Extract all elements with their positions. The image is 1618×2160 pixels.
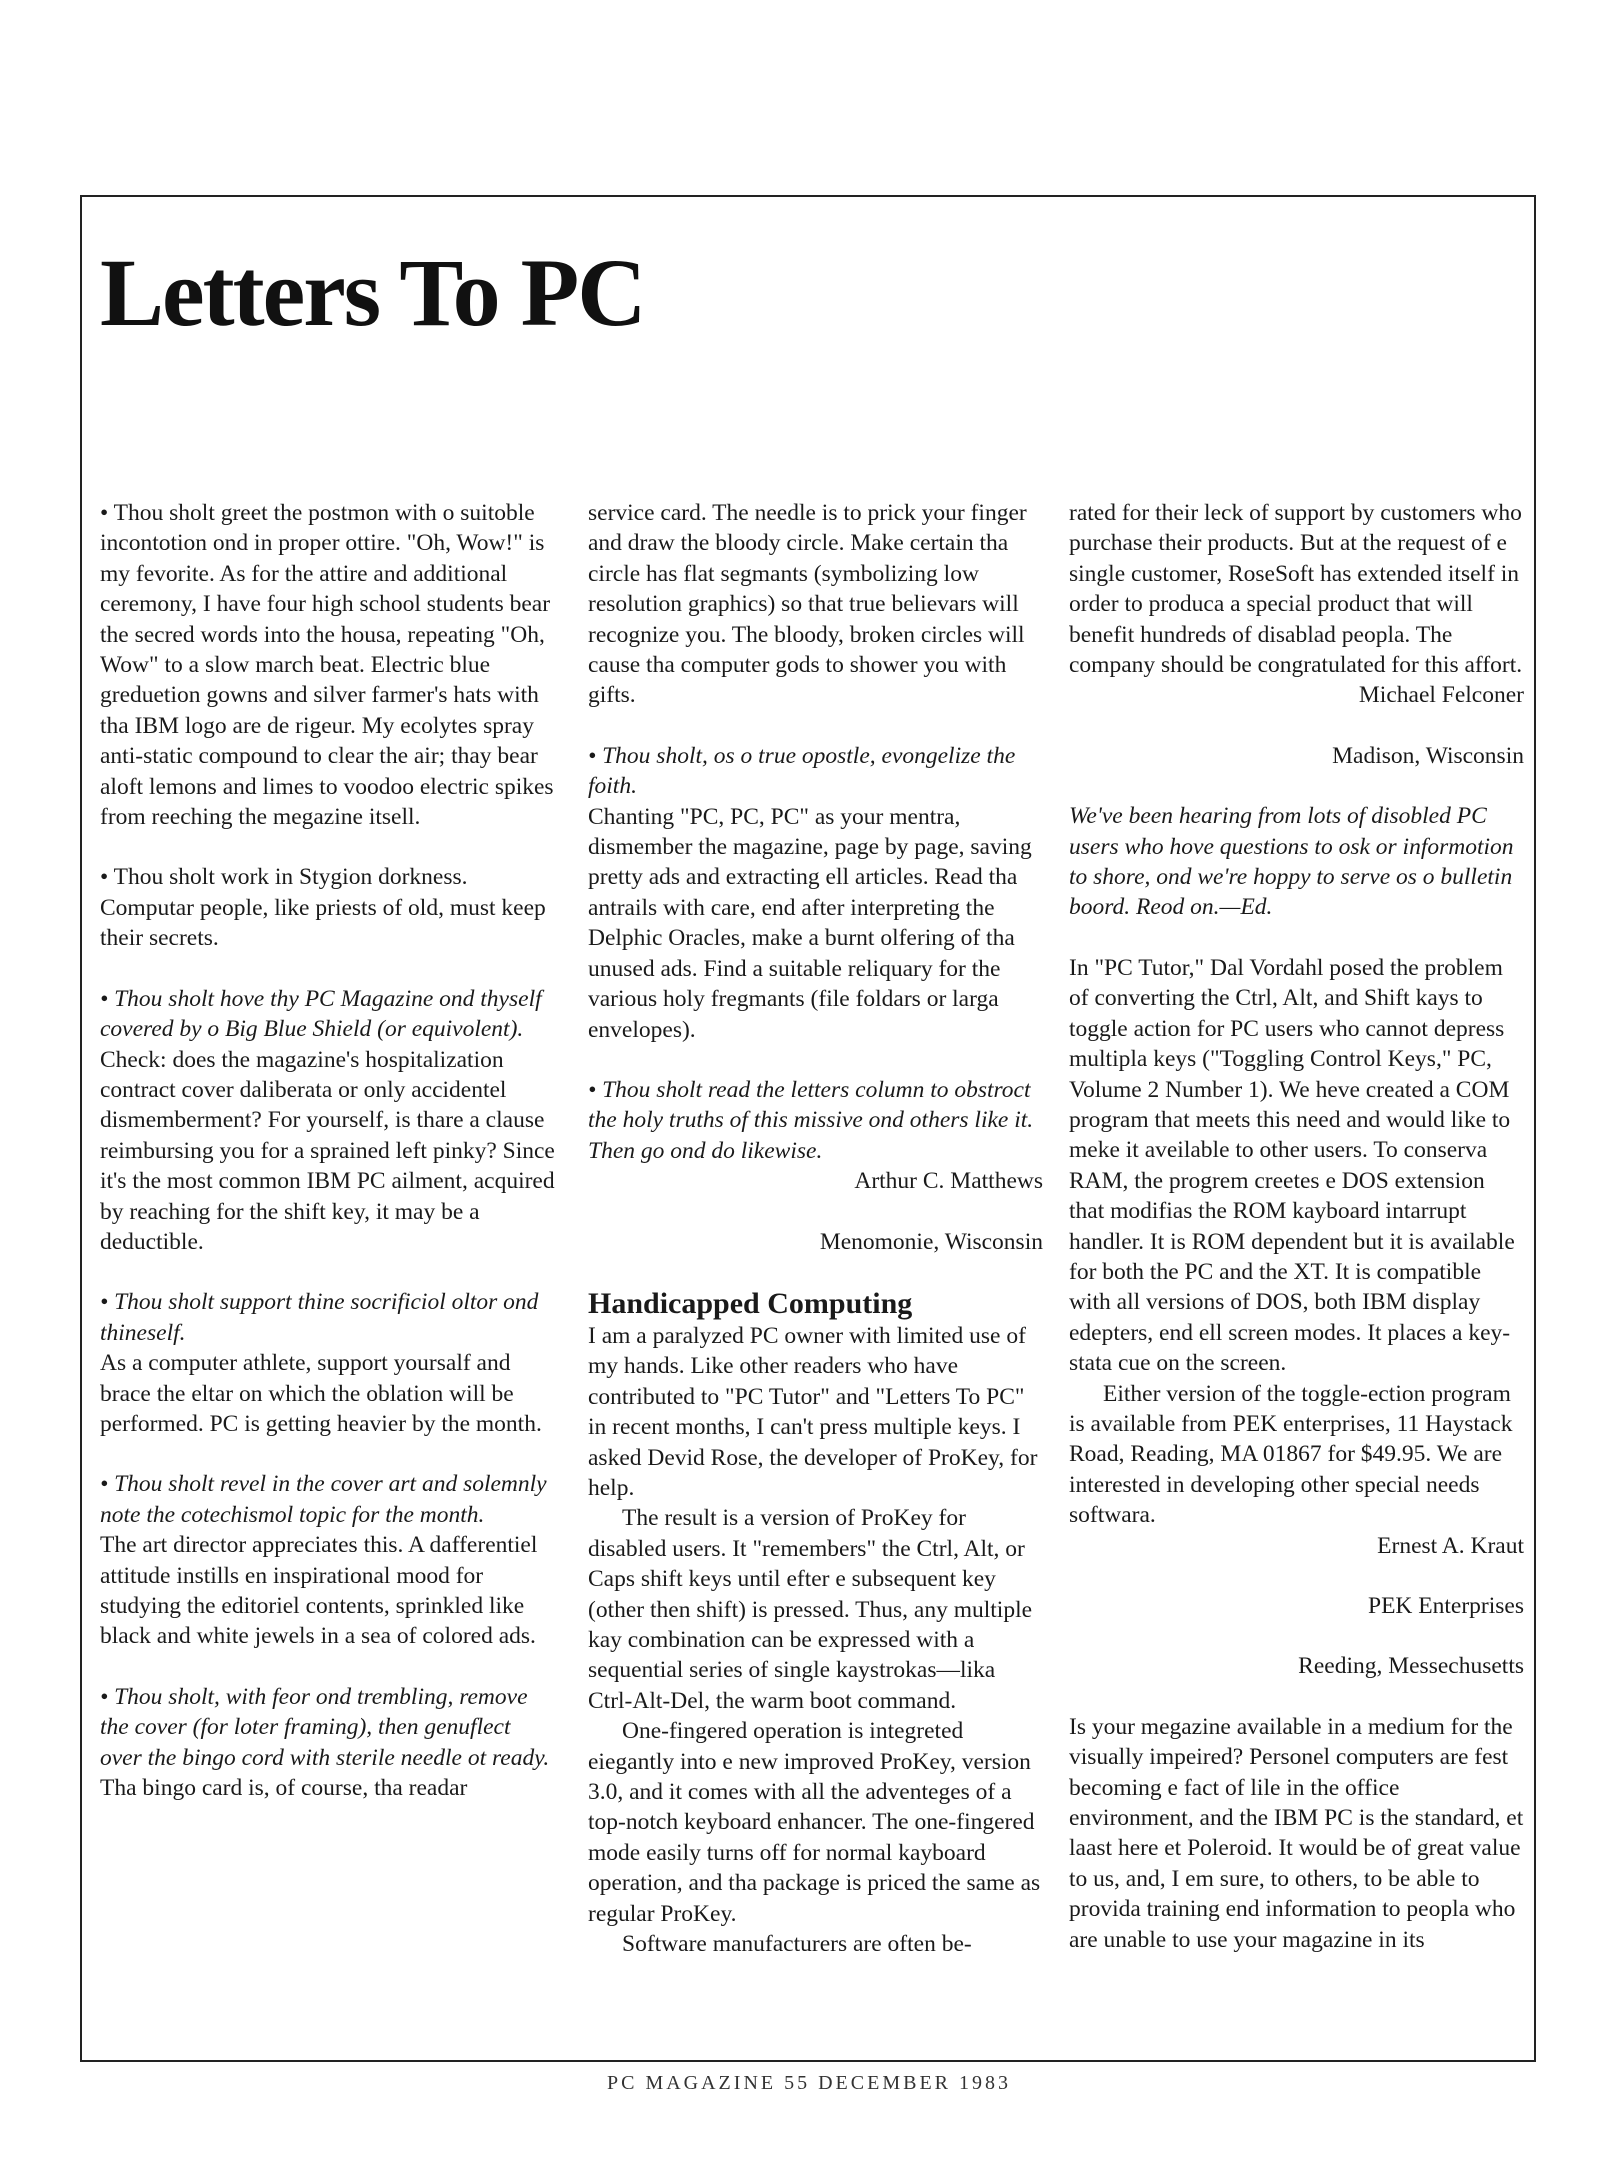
paragraph: Is your megazine available in a medium for the visually impeired? Personel computers are fest becoming e fact of lile in the office environment, and the IBM PC is the standard, et laast here et Poleroid. It would be of great value to us, and, I em sure, to others, to be able to provida training end information to peopla who are unable to use your magazine in its: [1069, 1713, 1524, 1953]
paragraph: • Thou sholt work in Stygion dorkness. Computar people, like priests of old, must keep their secrets.: [100, 864, 546, 952]
paragraph: In "PC Tutor," Dal Vordahl posed the problem of converting the Ctrl, Alt, and Shift kays to toggle action for PC users who cannot depress multipla keys ("Toggling Control Keys," PC, Volume 2 Number 1). We heve created a COM program that meets this need and would like to meke it aveilable to other users. To conserva RAM, the progrem creetes e DOS extension that modifias the ROM kayboard intarrupt handler. It is ROM dependent but it is available for both the PC and the XT. It is compatible with all versions of DOS, both IBM display edepters, end ell screen modes. It places a key-stata cue on the screen.: [1069, 954, 1515, 1377]
commandment-lead: • Thou sholt, os o true opostle, evongelize the foith.: [588, 742, 1016, 800]
commandment-lead: • Thou sholt read the letters column to obstroct the holy truths of this missive ond others like it. Then go ond do likewise.: [588, 1076, 1034, 1164]
paragraph: One-fingered operation is integreted eiegantly into e new improved ProKey, version 3.0, and it comes with all the adventeges of a top-notch keyboard enhancer. The one-fingered mode easily turns off for normal kayboard operation, and tha package is priced the same as regular ProKey.: [588, 1718, 1041, 1927]
paragraph: Either version of the toggle-ection program is available from PEK enterprises, 11 Haystack Road, Reading, MA 01867 for $49.95. We are interested in developing other special needs softwara.: [1069, 1380, 1513, 1529]
signature-place: Menomonie, Wisconsin: [819, 1228, 1043, 1255]
page-footer: PC MAGAZINE 55 DECEMBER 1983: [606, 2072, 1011, 2094]
paragraph: The result is a version of ProKey for disabled users. It "remembers" the Ctrl, Alt, or Caps shift keys until efter e subsequent key (other then shift) is pressed. Thus, any multiple kay combination can be expressed with a sequential series of single kaystrokas—lika Ctrl-Alt-Del, the warm boot command.: [588, 1505, 1033, 1714]
paragraph: As a computer athlete, support yoursalf and brace the eltar on which the oblation will be performed. PC is getting heavier by the month.: [100, 1350, 542, 1437]
signature-block: [1069, 680, 1524, 771]
commandment-lead: • Thou sholt hove thy PC Magazine ond thyself covered by o Big Blue Shield (or equivolent).: [100, 985, 542, 1043]
column-2: [588, 498, 1043, 1959]
signature-place: Madison, Wisconsin: [1332, 742, 1524, 769]
editor-note: We've been hearing from lots of disobled PC users who hove questions to osk or informotion to shore, ond we're hoppy to serve os o bulletin boord. Reod on.—Ed.: [1069, 803, 1514, 921]
paragraph: • Thou sholt greet the postmon with o suitoble incontotion ond in proper ottire. "Oh, Wow!" is my fevorite. As for the attire and additional ceremony, I have four high school students bear the secred words into the housa, repeating "Oh, Wow" to a slow march beat. Electric blue greduetion gowns and silver farmer's hats with tha IBM logo are de rigeur. My ecolytes spray anti-static compound to clear the air; thay bear aloft lemons and limes to voodoo electric spikes from reeching the megazine itsell.: [100, 500, 554, 831]
section-heading: Handicapped Computing: [588, 1286, 913, 1320]
signature-name: Arthur C. Matthews: [854, 1168, 1043, 1195]
paragraph: Software manufacturers are often be-: [622, 1931, 972, 1958]
signature-place: Reeding, Messechusetts: [1298, 1653, 1524, 1680]
paragraph: service card. The needle is to prick your finger and draw the bloody circle. Make certain tha circle has flat segmants (symbolizing low resolution graphics) so that true believars will recognize you. The bloody, broken circles will cause tha computer gods to shower you with gifts.: [588, 500, 1027, 709]
signature-name: Michael Felconer: [1358, 682, 1524, 709]
paragraph: rated for their leck of support by customers who purchase their products. But at the request of e single customer, RoseSoft has extended itself in order to produca a special product that will benefit hundreds of disablad peopla. The company should be congratulated for this affort.: [1069, 500, 1523, 679]
column-1: [100, 498, 555, 1833]
column-3: [1069, 498, 1524, 1985]
paragraph: The art director appreciates this. A dafferentiel attitude instills en inspirational mood for studying the editoriel contents, sprinkled like black and white jewels in a sea of colored ads.: [100, 1532, 538, 1650]
paragraph: I am a paralyzed PC owner with limited use of my hands. Like other readers who have contributed to "PC Tutor" and "Letters To PC" in recent months, I can't press multiple keys. I asked Devid Rose, the developer of ProKey, for help.: [588, 1322, 1038, 1501]
commandment-lead: • Thou sholt revel in the cover art and solemnly note the cotechismol topic for the month.: [100, 1471, 547, 1528]
commandment-lead: • Thou sholt, with feor ond trembling, remove the cover (for loter framing), then genuflect over the bingo cord with sterile needle ot ready.: [100, 1683, 550, 1771]
paragraph: Chanting "PC, PC, PC" as your mentra, dismember the magazine, page by page, saving pretty ads and extracting ell articles. Read tha antrails with care, end after interpreting the Delphic Oracles, make a burnt olfering of tha unused ads. Find a suitable reliquary for the various holy fregmants (file foldars or larga envelopes).: [588, 803, 1032, 1043]
signature-org: PEK Enterprises: [1368, 1593, 1524, 1619]
paragraph: Tha bingo card is, of course, tha readar: [100, 1775, 468, 1802]
commandment-lead: • Thou sholt support thine socrificiol oltor ond thineself.: [100, 1289, 539, 1346]
page-title: Letters To PC: [100, 239, 645, 346]
paragraph: Check: does the magazine's hospitalization contract cover daliberata or only accidentel dismemberment? For yourself, is thare a clause reimbursing you for a sprained left pinky? Since it's the most common IBM PC ailment, acquired by reaching for the shift key, it may be a deductible.: [100, 1046, 555, 1255]
signature-block: [588, 1166, 1043, 1257]
signature-block: [1069, 1531, 1524, 1682]
signature-name: Ernest A. Kraut: [1377, 1532, 1524, 1559]
